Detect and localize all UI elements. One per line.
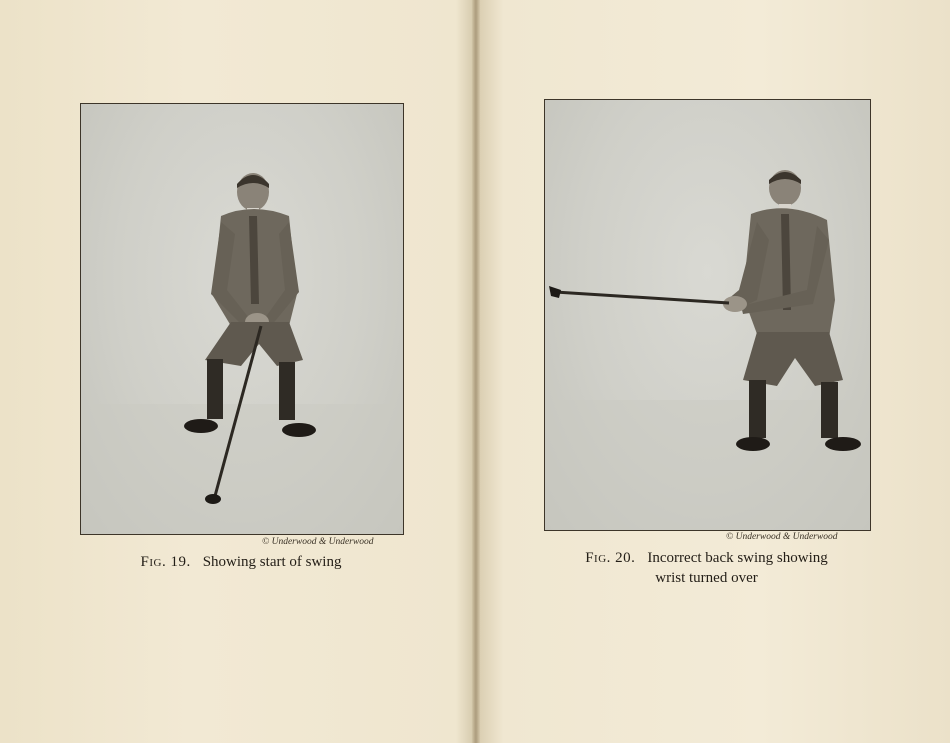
caption-text-line2: wrist turned over <box>655 570 758 586</box>
figure-19-photo <box>80 103 404 535</box>
golfer-backswing-illustration <box>545 100 870 530</box>
caption-text: Showing start of swing <box>202 554 342 570</box>
figure-20-photo <box>544 99 871 531</box>
right-page <box>476 0 950 743</box>
photo-credit: © Underwood & Underwood <box>726 532 838 542</box>
figure-caption <box>80 552 402 572</box>
golfer-address-illustration <box>81 104 403 534</box>
figure-caption <box>544 548 869 588</box>
caption-text-line1: Incorrect back swing showing <box>647 550 828 566</box>
photo-credit: © Underwood & Underwood <box>262 537 374 547</box>
figure-number: Fig. 20. <box>585 550 636 566</box>
figure-number: Fig. 19. <box>140 554 191 570</box>
